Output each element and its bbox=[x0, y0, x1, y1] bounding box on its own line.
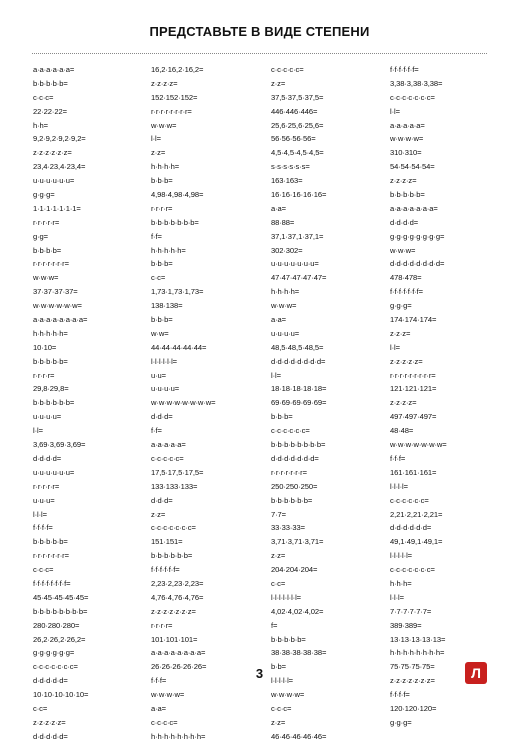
exercise-item: a·a·a·a·a·a= bbox=[33, 65, 75, 74]
exercise-item: 26·26·26·26·26= bbox=[151, 662, 207, 672]
exercise-item: 16·16·16·16·16= bbox=[271, 190, 327, 200]
exercise-item: c·c·c·c·c= bbox=[271, 65, 304, 74]
exercise-item: l·l= bbox=[390, 342, 400, 352]
exercise-item: f·f= bbox=[151, 231, 162, 241]
page-number: 3 bbox=[255, 666, 264, 681]
exercise-item: f·f·f·f·f·f·f·f= bbox=[33, 578, 71, 588]
exercise-item: a·a·a·a·a= bbox=[151, 440, 186, 450]
exercise-item: 69·69·69·69·69= bbox=[271, 398, 327, 408]
exercise-item: h·h·h·h= bbox=[151, 162, 180, 172]
exercise-item: g·g·g= bbox=[390, 301, 412, 311]
exercise-item: l·l·l·l·l·l= bbox=[151, 356, 178, 366]
exercise-item: f·f= bbox=[151, 426, 162, 436]
exercise-item: 163·163= bbox=[271, 176, 303, 186]
exercise-item: b·b·b·b·b·b·b·b= bbox=[271, 440, 326, 450]
exercise-item: z·z·z·z= bbox=[390, 398, 417, 408]
exercise-columns bbox=[33, 63, 503, 741]
exercise-item: d·d·d= bbox=[151, 495, 173, 505]
exercise-item: 3,69·3,69·3,69= bbox=[33, 440, 86, 450]
exercise-item: u·u·u·u·u·u= bbox=[33, 176, 75, 186]
exercise-item: w·w·w·w·w·w·w= bbox=[390, 440, 447, 450]
exercise-item: 120·120·120= bbox=[390, 703, 437, 713]
exercise-item: 22·22·22= bbox=[33, 106, 67, 116]
exercise-item: z·z·z·z·z·z·z= bbox=[151, 606, 196, 616]
exercise-item: 3,38·3,38·3,38= bbox=[390, 78, 443, 88]
exercise-item: l·l·l= bbox=[33, 509, 47, 519]
exercise-item: 478·478= bbox=[390, 273, 422, 283]
exercise-item: 25,6·25,6·25,6= bbox=[271, 120, 324, 130]
exercise-item: 44·44·44·44·44= bbox=[151, 342, 207, 352]
exercise-item: 9,2·9,2·9,2·9,2= bbox=[33, 134, 86, 144]
exercise-item: b·b·b= bbox=[151, 176, 173, 186]
exercise-item: 4,98·4,98·4,98= bbox=[151, 190, 204, 200]
exercise-item: 151·151= bbox=[151, 537, 183, 547]
exercise-item: 75·75·75·75= bbox=[390, 662, 435, 672]
exercise-item: 4,76·4,76·4,76= bbox=[151, 592, 204, 602]
exercise-item: g·g·g·g·g·g= bbox=[33, 648, 75, 658]
exercise-item: f·f·f·f·f·f= bbox=[390, 65, 419, 74]
exercise-item: 46·46·46·46·46= bbox=[271, 731, 327, 741]
exercise-item: z·z= bbox=[151, 148, 166, 158]
exercise-item: c·c·c= bbox=[33, 565, 54, 575]
exercise-item: l·l= bbox=[390, 106, 400, 116]
exercise-item: c·c= bbox=[33, 703, 48, 713]
exercise-item: a·a= bbox=[151, 703, 167, 713]
exercise-item: b·b= bbox=[271, 662, 287, 672]
exercise-item: b·b·b= bbox=[271, 412, 293, 422]
exercise-column-2 bbox=[151, 63, 269, 744]
exercise-item: l·l·l·l·l= bbox=[390, 551, 412, 561]
exercise-item: 310·310= bbox=[390, 148, 422, 158]
exercise-item: c·c·c·c·c·c= bbox=[271, 426, 310, 436]
exercise-item: z·z= bbox=[271, 78, 286, 88]
exercise-item: d·d·d= bbox=[151, 412, 173, 422]
exercise-item: w·w·w·w= bbox=[271, 690, 305, 700]
exercise-item: b·b·b·b·b·b= bbox=[271, 495, 313, 505]
exercise-item: 280·280·280= bbox=[33, 620, 80, 630]
exercise-item: c·c·c= bbox=[271, 703, 292, 713]
exercise-item: z·z= bbox=[271, 551, 286, 561]
exercise-item: l·l·l·l·l= bbox=[271, 676, 293, 686]
exercise-item: d·d·d·d·d= bbox=[33, 731, 68, 741]
exercise-item: w·w·w·w·w·w·w·w= bbox=[151, 398, 216, 408]
exercise-item: f= bbox=[271, 620, 278, 630]
exercise-item: 33·33·33= bbox=[271, 523, 305, 533]
exercise-item: z·z·z·z·z= bbox=[33, 717, 66, 727]
exercise-item: z·z= bbox=[271, 717, 286, 727]
exercise-item: 18·18·18·18·18= bbox=[271, 384, 327, 394]
exercise-item: 497·497·497= bbox=[390, 412, 437, 422]
title-divider bbox=[32, 53, 487, 54]
exercise-column-1 bbox=[33, 63, 151, 744]
exercise-item: 7·7= bbox=[271, 509, 287, 519]
exercise-item: z·z·z= bbox=[390, 328, 411, 338]
exercise-item: z·z·z·z·z= bbox=[390, 356, 423, 366]
exercise-item: r·r·r·r·r·r·r= bbox=[271, 467, 307, 477]
exercise-item: d·d·d·d= bbox=[390, 217, 419, 227]
exercise-item: u·u·u·u= bbox=[271, 328, 300, 338]
exercise-item: a·a·a·a·a·a·a= bbox=[390, 203, 438, 213]
exercise-item: r·r·r·r= bbox=[33, 370, 55, 380]
exercise-item: l·l·l= bbox=[390, 592, 404, 602]
exercise-item: 47·47·47·47·47= bbox=[271, 273, 327, 283]
exercise-item: 13·13·13·13·13= bbox=[390, 634, 446, 644]
exercise-item: 16,2·16,2·16,2= bbox=[151, 65, 204, 74]
exercise-item: 204·204·204= bbox=[271, 565, 318, 575]
exercise-item: r·r·r·r·r·r·r= bbox=[33, 551, 69, 561]
exercise-column-4 bbox=[390, 63, 508, 730]
exercise-item: c·c·c·c·c·c·c= bbox=[33, 662, 78, 672]
exercise-item: c·c·c·c·c·c·c= bbox=[390, 565, 435, 575]
exercise-item: r·r·r·r·r= bbox=[33, 481, 60, 491]
publisher-logo bbox=[465, 662, 487, 684]
exercise-item: r·r·r·r·r= bbox=[33, 217, 60, 227]
exercise-item: l·l= bbox=[271, 370, 281, 380]
exercise-item: 2,21·2,21·2,21= bbox=[390, 509, 443, 519]
exercise-item: l·l= bbox=[151, 134, 161, 144]
exercise-item: 26,2·26,2·26,2= bbox=[33, 634, 86, 644]
exercise-item: 37·37·37·37= bbox=[33, 287, 78, 297]
exercise-item: 37,1·37,1·37,1= bbox=[271, 231, 324, 241]
exercise-item: 4,02·4,02·4,02= bbox=[271, 606, 324, 616]
exercise-item: a·a·a·a·a·a·a·a= bbox=[33, 315, 88, 325]
exercise-item: b·b·b·b·b·b·b·b= bbox=[33, 606, 88, 616]
exercise-item: r·r·r·r= bbox=[151, 203, 173, 213]
page-title: ПРЕДСТАВЬТЕ В ВИДЕ СТЕПЕНИ bbox=[149, 24, 370, 39]
exercise-item: d·d·d·d·d·d·d·d= bbox=[271, 356, 326, 366]
exercise-item: 10·10= bbox=[33, 342, 57, 352]
exercise-item: f·f·f·f= bbox=[33, 523, 53, 533]
exercise-item: 138·138= bbox=[151, 301, 183, 311]
exercise-item: c·c= bbox=[151, 273, 166, 283]
exercise-item: 174·174·174= bbox=[390, 315, 437, 325]
exercise-item: u·u= bbox=[151, 370, 167, 380]
exercise-item: s·s·s·s·s·s= bbox=[271, 162, 310, 172]
exercise-item: 161·161·161= bbox=[390, 467, 437, 477]
exercise-item: z·z= bbox=[151, 509, 166, 519]
exercise-item: b·b·b= bbox=[151, 259, 173, 269]
exercise-item: l·l= bbox=[33, 426, 43, 436]
exercise-item: g·g= bbox=[33, 231, 49, 241]
exercise-item: 121·121·121= bbox=[390, 384, 437, 394]
exercise-item: h·h·h·h·h= bbox=[33, 328, 68, 338]
exercise-item: w·w·w= bbox=[33, 273, 59, 283]
exercise-item: 446·446·446= bbox=[271, 106, 318, 116]
exercise-item: 54·54·54·54= bbox=[390, 162, 435, 172]
exercise-item: f·f·f·f·f·f= bbox=[151, 565, 180, 575]
exercise-item: c·c·c·c·c= bbox=[151, 453, 184, 463]
exercise-item: 37,5·37,5·37,5= bbox=[271, 92, 324, 102]
exercise-item: d·d·d·d= bbox=[33, 453, 62, 463]
exercise-item: f·f·f= bbox=[390, 453, 406, 463]
exercise-item: f·f·f= bbox=[151, 676, 167, 686]
exercise-item: 302·302= bbox=[271, 245, 303, 255]
exercise-item: b·b·b·b·b·b·b= bbox=[151, 217, 199, 227]
exercise-item: u·u·u·u= bbox=[33, 412, 62, 422]
exercise-item: w·w·w= bbox=[390, 245, 416, 255]
exercise-item: b·b·b·b·b= bbox=[33, 537, 68, 547]
exercise-item: u·u·u= bbox=[33, 495, 55, 505]
exercise-item: u·u·u·u·u·u= bbox=[33, 467, 75, 477]
exercise-item: 49,1·49,1·49,1= bbox=[390, 537, 443, 547]
exercise-item: c·c·c·c= bbox=[151, 717, 178, 727]
exercise-item: 10·10·10·10·10= bbox=[33, 690, 89, 700]
exercise-item: h·h·h= bbox=[390, 578, 412, 588]
exercise-item: 389·389= bbox=[390, 620, 422, 630]
exercise-item: w·w·w= bbox=[151, 120, 177, 130]
exercise-item: r·r·r·r= bbox=[151, 620, 173, 630]
exercise-item: 1·1·1·1·1·1·1= bbox=[33, 203, 81, 213]
exercise-item: h·h= bbox=[33, 120, 49, 130]
exercise-item: z·z·z·z·z·z·z= bbox=[390, 676, 435, 686]
exercise-item: 45·45·45·45·45= bbox=[33, 592, 89, 602]
exercise-item: h·h·h·h·h= bbox=[151, 245, 186, 255]
exercise-item: 48·48= bbox=[390, 426, 414, 436]
exercise-item: g·g·g= bbox=[33, 190, 55, 200]
exercise-item: r·r·r·r·r·r·r·r= bbox=[151, 106, 192, 116]
exercise-item: 101·101·101= bbox=[151, 634, 198, 644]
exercise-column-3 bbox=[271, 63, 389, 744]
exercise-item: 7·7·7·7·7·7= bbox=[390, 606, 432, 616]
exercise-item: 250·250·250= bbox=[271, 481, 318, 491]
exercise-item: z·z·z·z= bbox=[151, 78, 178, 88]
exercise-item: l·l·l·l= bbox=[390, 481, 408, 491]
exercise-item: a·a= bbox=[271, 203, 287, 213]
exercise-item: b·b·b·b·b·b= bbox=[151, 551, 193, 561]
exercise-item: r·r·r·r·r·r·r= bbox=[33, 259, 69, 269]
exercise-item: h·h·h·h·h·h·h·h= bbox=[151, 731, 206, 741]
exercise-item: d·d·d·d·d·d= bbox=[390, 523, 432, 533]
exercise-item: 152·152·152= bbox=[151, 92, 198, 102]
exercise-item: b·b·b·b·b= bbox=[390, 190, 425, 200]
exercise-item: w·w·w·w= bbox=[151, 690, 185, 700]
exercise-item: 133·133·133= bbox=[151, 481, 198, 491]
exercise-item: c·c= bbox=[271, 578, 286, 588]
exercise-item: z·z·z·z= bbox=[390, 176, 417, 186]
exercise-item: b·b·b·b·b= bbox=[33, 356, 68, 366]
exercise-item: b·b·b·b·b= bbox=[33, 78, 68, 88]
exercise-item: 23,4·23,4·23,4= bbox=[33, 162, 86, 172]
exercise-item: b·b·b·b·b= bbox=[271, 634, 306, 644]
exercise-item: h·h·h·h= bbox=[271, 287, 300, 297]
exercise-item: f·f·f·f= bbox=[390, 690, 410, 700]
exercise-item: u·u·u·u= bbox=[151, 384, 180, 394]
exercise-item: 17,5·17,5·17,5= bbox=[151, 467, 204, 477]
exercise-item: f·f·f·f·f·f·f= bbox=[390, 287, 423, 297]
exercise-item: u·u·u·u·u·u·u= bbox=[271, 259, 319, 269]
exercise-item: b·b·b·b·b·b= bbox=[33, 398, 75, 408]
exercise-item: 2,23·2,23·2,23= bbox=[151, 578, 204, 588]
exercise-item: l·l·l·l·l·l·l= bbox=[271, 592, 302, 602]
exercise-item: z·z·z·z·z·z= bbox=[33, 148, 72, 158]
exercise-item: 3,71·3,71·3,71= bbox=[271, 537, 324, 547]
exercise-item: r·r·r·r·r·r·r·r·r= bbox=[390, 370, 436, 380]
exercise-item: w·w·w= bbox=[271, 301, 297, 311]
exercise-item: 4,5·4,5·4,5·4,5= bbox=[271, 148, 324, 158]
exercise-item: 1,73·1,73·1,73= bbox=[151, 287, 204, 297]
exercise-item: w·w= bbox=[151, 328, 169, 338]
exercise-item: 48,5·48,5·48,5= bbox=[271, 342, 324, 352]
exercise-item: h·h·h·h·h·h·h·h= bbox=[390, 648, 445, 658]
exercise-item: a·a·a·a·a= bbox=[390, 120, 425, 130]
exercise-item: c·c·c·c·c·c·c= bbox=[151, 523, 196, 533]
exercise-item: c·c·c·c·c·c·c= bbox=[390, 92, 435, 102]
exercise-item: d·d·d·d·d·d·d·d= bbox=[390, 259, 445, 269]
exercise-item: c·c·c= bbox=[33, 92, 54, 102]
exercise-item: b·b·b·b= bbox=[33, 245, 62, 255]
exercise-item: a·a= bbox=[271, 315, 287, 325]
exercise-item: w·w·w·w= bbox=[390, 134, 424, 144]
exercise-item: w·w·w·w·w·w= bbox=[33, 301, 82, 311]
exercise-item: 29,8·29,8= bbox=[33, 384, 69, 394]
exercise-item: d·d·d·d·d·d·d= bbox=[271, 453, 319, 463]
exercise-item: 56·56·56·56= bbox=[271, 134, 316, 144]
exercise-item: d·d·d·d·d= bbox=[33, 676, 68, 686]
exercise-item: 88·88= bbox=[271, 217, 295, 227]
exercise-item: g·g·g·g·g·g·g·g= bbox=[390, 231, 445, 241]
exercise-item: g·g·g= bbox=[390, 717, 412, 727]
exercise-item: b·b·b= bbox=[151, 315, 173, 325]
publisher-logo-letter: Л bbox=[471, 665, 481, 681]
exercise-item: 38·38·38·38·38= bbox=[271, 648, 327, 658]
exercise-item: a·a·a·a·a·a·a·a= bbox=[151, 648, 206, 658]
exercise-item: c·c·c·c·c·c= bbox=[390, 495, 429, 505]
